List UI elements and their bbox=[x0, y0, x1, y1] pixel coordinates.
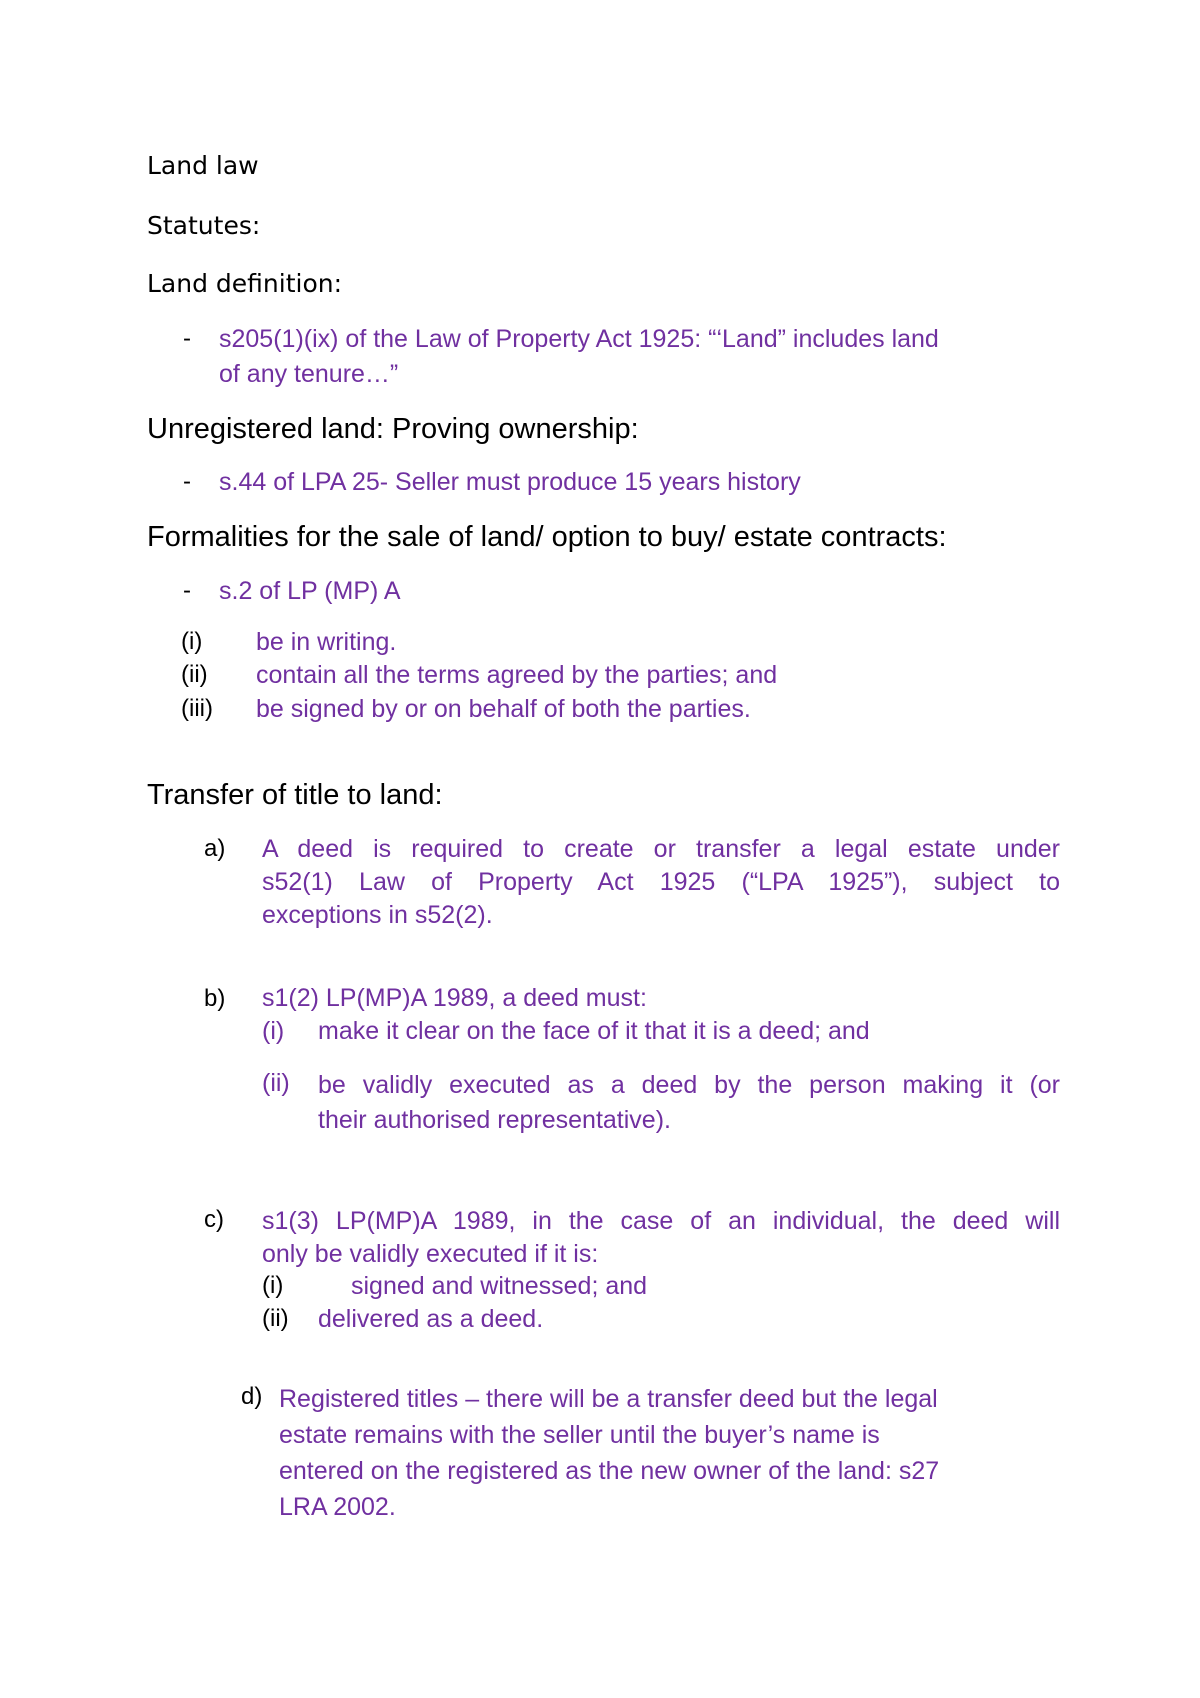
paragraph-line: exceptions in s52(2). bbox=[262, 901, 493, 929]
paragraph-line: only be validly executed if it is: bbox=[262, 1240, 599, 1268]
paragraph-line: s1(3) LP(MP)A 1989, in the case of an individual, the deed will bbox=[262, 1207, 1060, 1235]
list-marker: (ii) bbox=[181, 661, 208, 688]
transfer-d-paragraph bbox=[279, 1381, 939, 1525]
land-definition-text-line2: of any tenure…” bbox=[219, 360, 399, 388]
paragraph-line: entered on the registered as the new owner of the land: s27 bbox=[279, 1457, 940, 1485]
transfer-a-paragraph bbox=[262, 833, 1060, 932]
unregistered-text: s.44 of LPA 25- Seller must produce 15 years history bbox=[219, 468, 801, 496]
land-definition-text-line1: s205(1)(ix) of the Law of Property Act 1925: “‘Land” includes land bbox=[219, 325, 939, 353]
transfer-b-text: s1(2) LP(MP)A 1989, a deed must: bbox=[262, 984, 647, 1012]
list-marker: b) bbox=[204, 985, 226, 1012]
paragraph-line: A deed is required to create or transfer a legal estate under bbox=[262, 835, 1060, 863]
document-title: Land law bbox=[147, 151, 259, 180]
list-marker: d) bbox=[241, 1383, 263, 1410]
sublist-marker: (ii) bbox=[262, 1069, 290, 1097]
formalities-text: s.2 of LP (MP) A bbox=[219, 577, 401, 605]
sublist-marker: (i) bbox=[262, 1017, 285, 1045]
bullet-dash: - bbox=[183, 325, 191, 352]
list-marker: a) bbox=[204, 835, 226, 862]
paragraph-line: estate remains with the seller until the buyer’s name is bbox=[279, 1421, 880, 1449]
paragraph-line: Registered titles – there will be a transfer deed but the legal bbox=[279, 1385, 938, 1413]
paragraph-line: be validly executed as a deed by the person making it (or bbox=[318, 1071, 1060, 1099]
paragraph-line: their authorised representative). bbox=[318, 1106, 671, 1134]
unregistered-heading: Unregistered land: Proving ownership: bbox=[147, 413, 639, 445]
sublist-item-text: delivered as a deed. bbox=[318, 1305, 544, 1333]
list-marker: (i) bbox=[181, 628, 203, 655]
list-item-text: contain all the terms agreed by the parties; and bbox=[256, 661, 778, 689]
sublist-item-text: make it clear on the face of it that it is a deed; and bbox=[318, 1017, 870, 1045]
paragraph-line: LRA 2002. bbox=[279, 1493, 396, 1521]
list-marker: (iii) bbox=[181, 695, 213, 722]
list-marker: c) bbox=[204, 1206, 224, 1233]
list-item-text: be signed by or on behalf of both the parties. bbox=[256, 695, 751, 723]
transfer-heading: Transfer of title to land: bbox=[147, 779, 443, 811]
sublist-item-text: signed and witnessed; and bbox=[351, 1272, 648, 1300]
sublist-marker: (i) bbox=[262, 1272, 284, 1299]
list-item-text: be in writing. bbox=[256, 628, 397, 656]
bullet-dash: - bbox=[183, 577, 191, 604]
bullet-dash: - bbox=[183, 468, 191, 495]
sublist-marker: (ii) bbox=[262, 1305, 289, 1332]
transfer-c-paragraph bbox=[262, 1205, 1060, 1271]
land-definition-heading: Land definition: bbox=[147, 269, 343, 298]
paragraph-line: s52(1) Law of Property Act 1925 (“LPA 1925”), subject to bbox=[262, 868, 1060, 896]
transfer-b-ii-paragraph bbox=[318, 1068, 1060, 1138]
formalities-heading: Formalities for the sale of land/ option to buy/ estate contracts: bbox=[147, 521, 947, 553]
statutes-label: Statutes: bbox=[147, 211, 261, 240]
